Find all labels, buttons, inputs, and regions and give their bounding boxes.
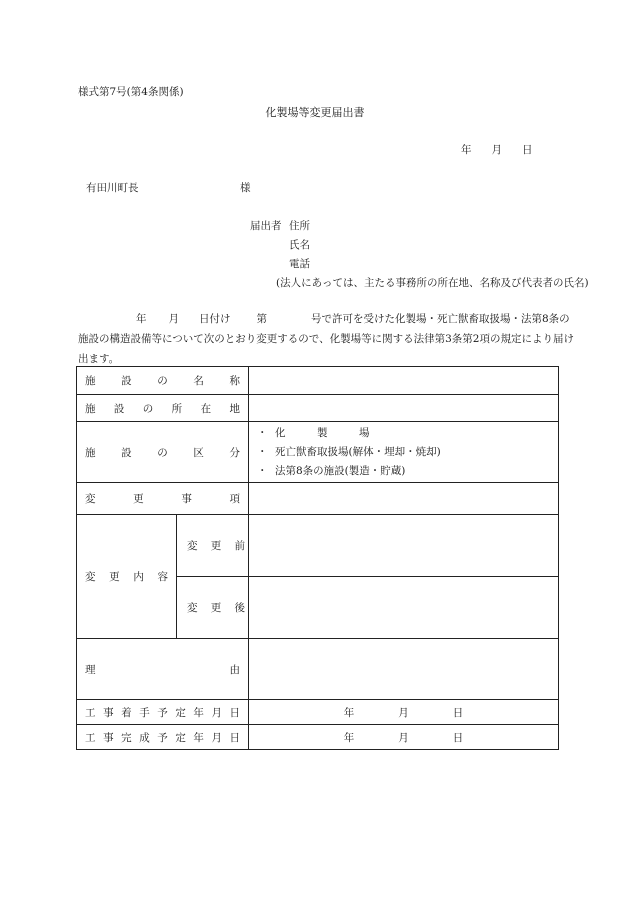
row-facility-location — [77, 395, 559, 422]
corporate-note: (法人にあっては、主たる事務所の所在地、名称及び代表者の氏名) — [276, 277, 589, 289]
label-text-before-change: 変 更 前 — [187, 540, 245, 552]
label-construction-start — [77, 700, 249, 725]
address-label: 住所 — [289, 220, 310, 232]
category-option-3[interactable]: ・ 法第8条の施設(製造・貯蔵) — [257, 464, 406, 477]
label-text-facility-location: 施 設 の 所 在 地 — [85, 402, 240, 415]
body-month: 月 — [168, 313, 179, 325]
addressee-name: 有田川町長 — [86, 182, 139, 194]
row-construction-start — [77, 700, 559, 725]
label-text-after-change: 変 更 後 — [187, 602, 245, 614]
category-option-2[interactable]: ・ 死亡獣畜取扱場(解体・埋却・焼却) — [257, 445, 441, 458]
notice-body — [78, 309, 574, 369]
row-change-items — [77, 483, 559, 515]
row-facility-category — [77, 422, 559, 483]
field-construction-complete[interactable]: 年 月 日 — [249, 725, 559, 750]
notification-table — [76, 366, 559, 750]
label-facility-category — [77, 422, 249, 483]
label-text-construction-start: 工 事 着 手 予 定 年 月 日 — [85, 706, 240, 719]
name-label: 氏名 — [289, 239, 310, 251]
body-line-3: 出ます。 — [78, 353, 120, 365]
field-change-items[interactable] — [249, 483, 559, 515]
body-line-1-rest: 号で許可を受けた化製場・死亡獣畜取扱場・法第8条の — [311, 313, 570, 325]
date-year: 年 — [461, 144, 472, 156]
row-reason — [77, 639, 559, 700]
field-facility-location[interactable] — [249, 395, 559, 422]
field-after-change[interactable] — [249, 577, 559, 639]
category-option-1[interactable]: ・ 化 製 場 — [257, 426, 370, 439]
body-line-1 — [78, 309, 570, 329]
label-text-reason: 理 由 — [85, 663, 240, 676]
label-text-construction-complete: 工 事 完 成 予 定 年 月 日 — [85, 731, 240, 744]
body-no-prefix: 第 — [256, 313, 267, 325]
document-title: 化製場等変更届出書 — [265, 106, 365, 119]
date-day: 日 — [522, 144, 533, 156]
body-year: 年 — [136, 313, 147, 325]
label-text-change-content: 変 更 内 容 — [85, 571, 168, 583]
row-facility-name — [77, 367, 559, 395]
field-construction-start[interactable]: 年 月 日 — [249, 700, 559, 725]
field-facility-name[interactable] — [249, 367, 559, 395]
label-facility-name — [77, 367, 249, 395]
form-number: 様式第7号(第4条関係) — [78, 86, 184, 98]
label-reason — [77, 639, 249, 700]
label-change-content — [77, 515, 177, 639]
field-before-change[interactable] — [249, 515, 559, 577]
label-text-facility-category: 施 設 の 区 分 — [85, 446, 240, 459]
notifier-label: 届出者 — [250, 220, 282, 232]
label-change-items — [77, 483, 249, 515]
label-before-change — [177, 515, 249, 577]
addressee-honorific: 様 — [240, 182, 251, 194]
label-facility-location — [77, 395, 249, 422]
row-before-change — [77, 515, 559, 577]
date-month: 月 — [491, 144, 502, 156]
body-day: 日付け — [199, 313, 231, 325]
label-construction-complete — [77, 725, 249, 750]
phone-label: 電話 — [289, 258, 310, 270]
body-line-2: 施設の構造設備等について次のとおり変更するので、化製場等に関する法律第3条第2項の規定により届け — [78, 333, 574, 345]
field-reason[interactable] — [249, 639, 559, 700]
submission-date — [461, 142, 533, 157]
category-options[interactable] — [249, 422, 559, 483]
row-construction-complete — [77, 725, 559, 750]
label-text-facility-name: 施 設 の 名 称 — [85, 375, 240, 387]
label-text-change-items: 変 更 事 項 — [85, 493, 240, 505]
label-after-change — [177, 577, 249, 639]
